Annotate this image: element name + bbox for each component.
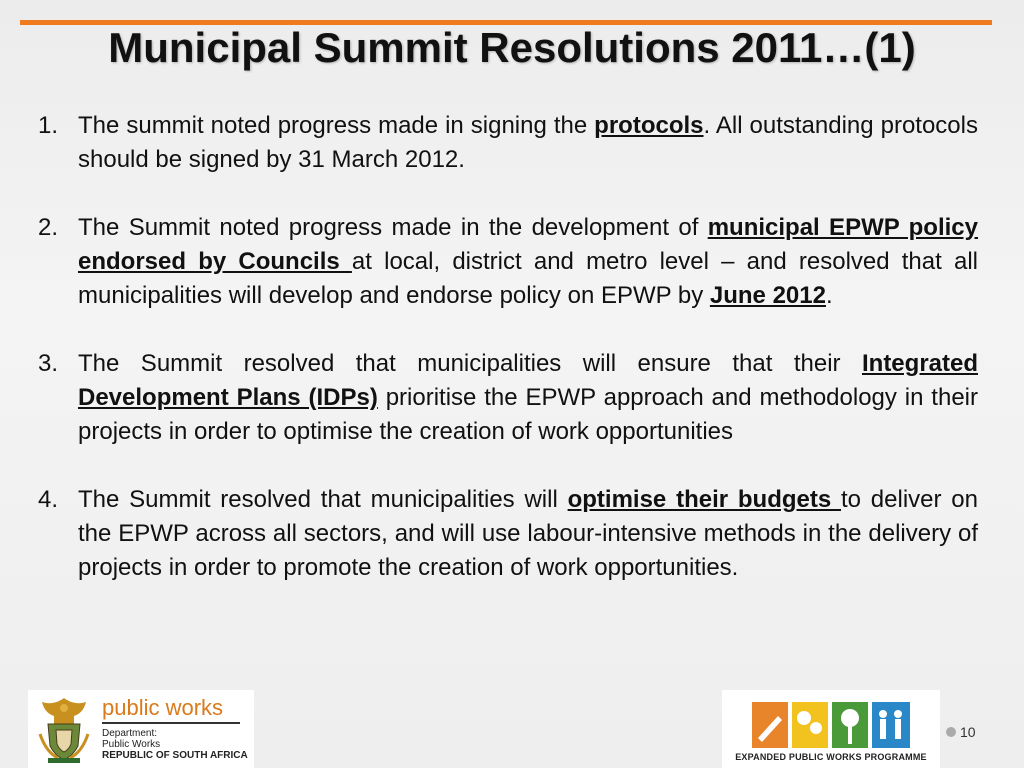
page-number-bullet xyxy=(946,727,956,737)
resolution-text xyxy=(78,483,978,585)
resolution-number: 1. xyxy=(38,112,59,139)
resolution-number: 3. xyxy=(38,350,59,377)
slide-title: Municipal Summit Resolutions 2011…(1) xyxy=(108,24,916,71)
resolution-item xyxy=(38,211,978,313)
resolution-text xyxy=(78,347,978,449)
text-run: The Summit resolved that municipalities will ensure that their xyxy=(78,350,862,377)
epwp-logo-block xyxy=(722,690,940,768)
resolution-text xyxy=(78,109,978,177)
public-works-name: public works xyxy=(102,695,224,720)
text-run: . All outstanding protocols should be signed by 31 March 2012. xyxy=(78,112,978,173)
country-name: REPUBLIC OF SOUTH AFRICA xyxy=(102,750,248,761)
public-works-divider xyxy=(102,722,240,724)
resolution-item xyxy=(38,109,978,177)
public-works-text xyxy=(102,696,248,762)
text-run: The summit noted progress made in signing the xyxy=(78,112,595,139)
department-label: Department: xyxy=(102,728,158,739)
text-run: The Summit noted progress made in the development of xyxy=(78,214,708,241)
resolution-number: 4. xyxy=(38,486,59,513)
epwp-caption: EXPANDED PUBLIC WORKS PROGRAMME xyxy=(735,752,927,762)
page-number: 10 xyxy=(960,724,976,740)
resolution-text xyxy=(78,211,978,313)
epwp-logo-icon xyxy=(752,702,910,748)
emphasis-run: June 2012 xyxy=(709,282,826,309)
text-run: to deliver on the EPWP across all sectors, and will use labour-intensive methods in the delivery of projects in order to promote the creation of work opportunities. xyxy=(78,486,978,581)
resolution-number: 2. xyxy=(38,214,59,241)
resolution-item xyxy=(38,483,978,585)
coat-of-arms-icon xyxy=(34,694,94,764)
text-run: at local, district and metro level – and resolved that all municipalities will develop and endorse policy on EPWP by xyxy=(78,248,978,309)
emphasis-run: protocols xyxy=(594,112,704,139)
emphasis-run: Integrated Development Plans (IDPs) xyxy=(78,350,978,411)
department-name: Public Works xyxy=(102,739,161,750)
resolution-item xyxy=(38,347,978,449)
text-run: . xyxy=(825,282,833,309)
emphasis-run: municipal EPWP policy endorsed by Councils xyxy=(78,214,978,275)
resolutions-list xyxy=(38,109,978,619)
emphasis-run: optimise their budgets xyxy=(567,486,841,513)
text-run: The Summit resolved that municipalities will xyxy=(78,486,568,513)
text-run: prioritise the EPWP approach and methodology in their projects in order to optimise the creation of work opportunities xyxy=(78,384,978,445)
public-works-logo-block xyxy=(28,690,254,768)
